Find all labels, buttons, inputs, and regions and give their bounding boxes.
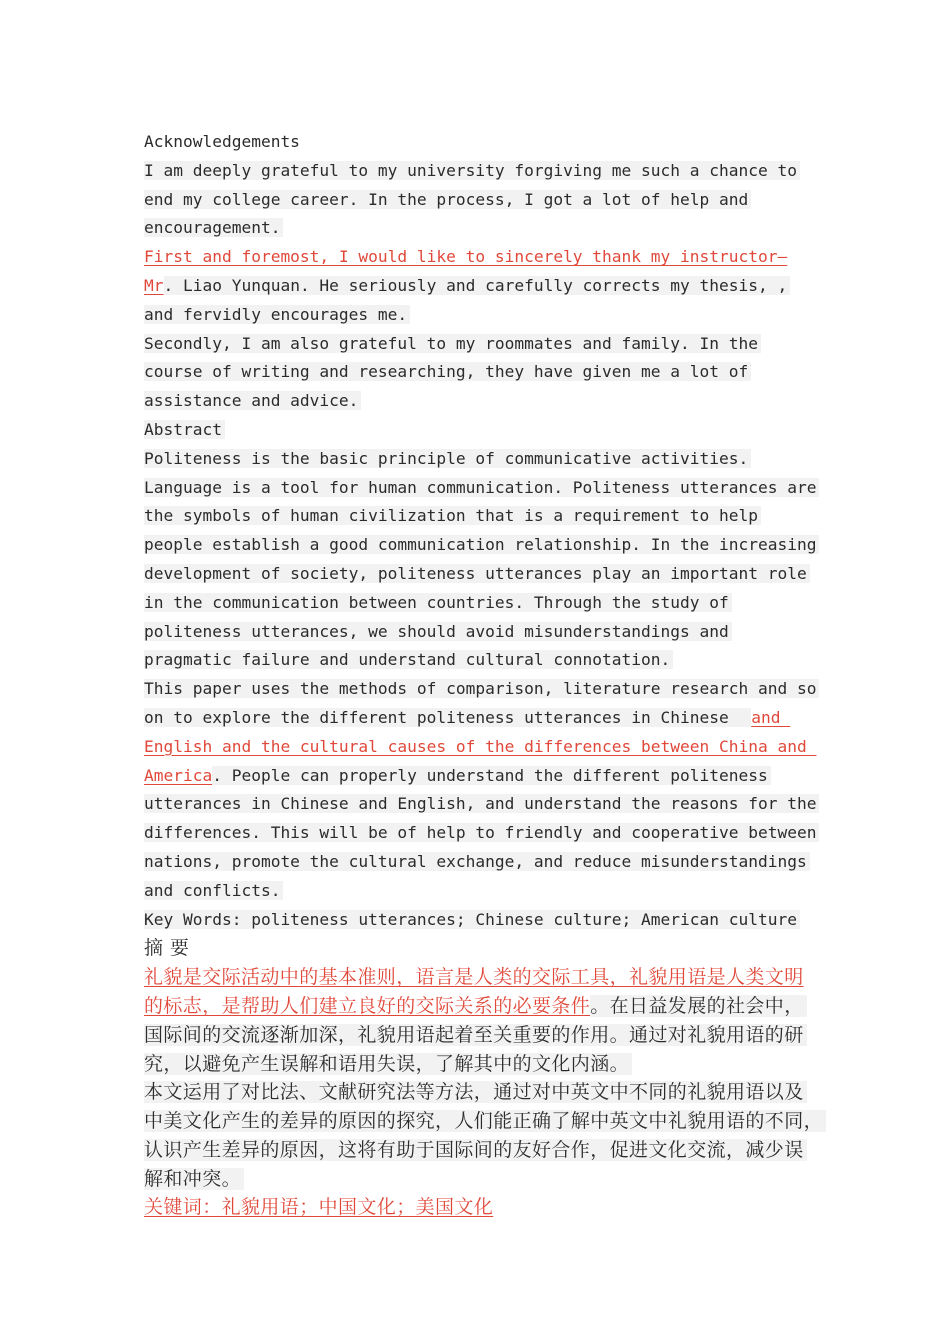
abstract-p1-line: people establish a good communication relationship. In the increasing [144, 531, 814, 560]
zh-abstract-p2-line: 解和冲突。 [144, 1165, 814, 1194]
zh-abstract-keywords: 关键词：礼貌用语；中国文化；美国文化 [144, 1196, 494, 1219]
ack-p3-line: Secondly, I am also grateful to my roommates and family. In the [144, 330, 814, 359]
abstract-p2-line: This paper uses the methods of comparison, literature research and so [144, 675, 814, 704]
ack-p1-line: I am deeply grateful to my university forgiving me such a chance to [144, 157, 814, 186]
ack-p2-line: Mr. Liao Yunquan. He seriously and carefully corrects my thesis, , [144, 272, 814, 301]
zh-abstract-p1-line: 的标志，是帮助人们建立良好的交际关系的必要条件。在日益发展的社会中， [144, 992, 814, 1021]
zh-abstract-p2-line: 中美文化产生的差异的原因的探究，人们能正确了解中英文中礼貌用语的不同， [144, 1107, 814, 1136]
abstract-p2-line: America. People can properly understand the different politeness [144, 762, 814, 791]
zh-abstract-heading: 摘 要 [144, 937, 190, 960]
zh-abstract-p2-line: 认识产生差异的原因，这将有助于国际间的友好合作，促进文化交流，减少误 [144, 1136, 814, 1165]
ack-p3-line: course of writing and researching, they have given me a lot of [144, 358, 814, 387]
document-page [144, 128, 824, 1222]
ack-p1-line: end my college career. In the process, I got a lot of help and [144, 186, 814, 215]
abstract-p1-line: the symbols of human civilization that is a requirement to help [144, 502, 814, 531]
abstract-p2-line: nations, promote the cultural exchange, and reduce misunderstandings [144, 848, 814, 877]
abstract-p2-line: English and the cultural causes of the differences between China and [144, 736, 817, 756]
abstract-p2-line: on to explore the different politeness utterances in Chinese and [144, 707, 791, 727]
ack-heading: Acknowledgements [144, 132, 300, 151]
zh-abstract-p1-line: 国际间的交流逐渐加深，礼貌用语起着至关重要的作用。通过对礼貌用语的研 [144, 1021, 814, 1050]
abstract-keywords: Key Words: politeness utterances; Chinese culture; American culture [144, 906, 814, 935]
abstract-p2-line: and conflicts. [144, 877, 814, 906]
abstract-p1-line: in the communication between countries. Through the study of [144, 589, 814, 618]
ack-p3-line: assistance and advice. [144, 387, 814, 416]
abstract-p2-line: differences. This will be of help to friendly and cooperative between [144, 819, 814, 848]
abstract-p2-line: utterances in Chinese and English, and understand the reasons for the [144, 790, 814, 819]
abstract-p1-line: development of society, politeness utterances play an important role [144, 560, 814, 589]
ack-p1-line: encouragement. [144, 214, 814, 243]
ack-p2-line: and fervidly encourages me. [144, 301, 814, 330]
zh-abstract-p2-line: 本文运用了对比法、文献研究法等方法，通过对中英文中不同的礼貌用语以及 [144, 1078, 814, 1107]
abstract-p1-line: politeness utterances, we should avoid misunderstandings and [144, 618, 814, 647]
abstract-p1-line: Politeness is the basic principle of communicative activities. [144, 445, 814, 474]
ack-p2-line: First and foremost, I would like to sincerely thank my instructor— [144, 247, 788, 267]
zh-abstract-p1-line: 礼貌是交际活动中的基本准则，语言是人类的交际工具，礼貌用语是人类文明 [144, 966, 804, 989]
zh-abstract-p1-line: 究，以避免产生误解和语用失误，了解其中的文化内涵。 [144, 1050, 814, 1079]
abstract-p1-line: pragmatic failure and understand cultural connotation. [144, 646, 814, 675]
abstract-heading: Abstract [144, 416, 814, 445]
abstract-p1-line: Language is a tool for human communication. Politeness utterances are [144, 474, 814, 503]
